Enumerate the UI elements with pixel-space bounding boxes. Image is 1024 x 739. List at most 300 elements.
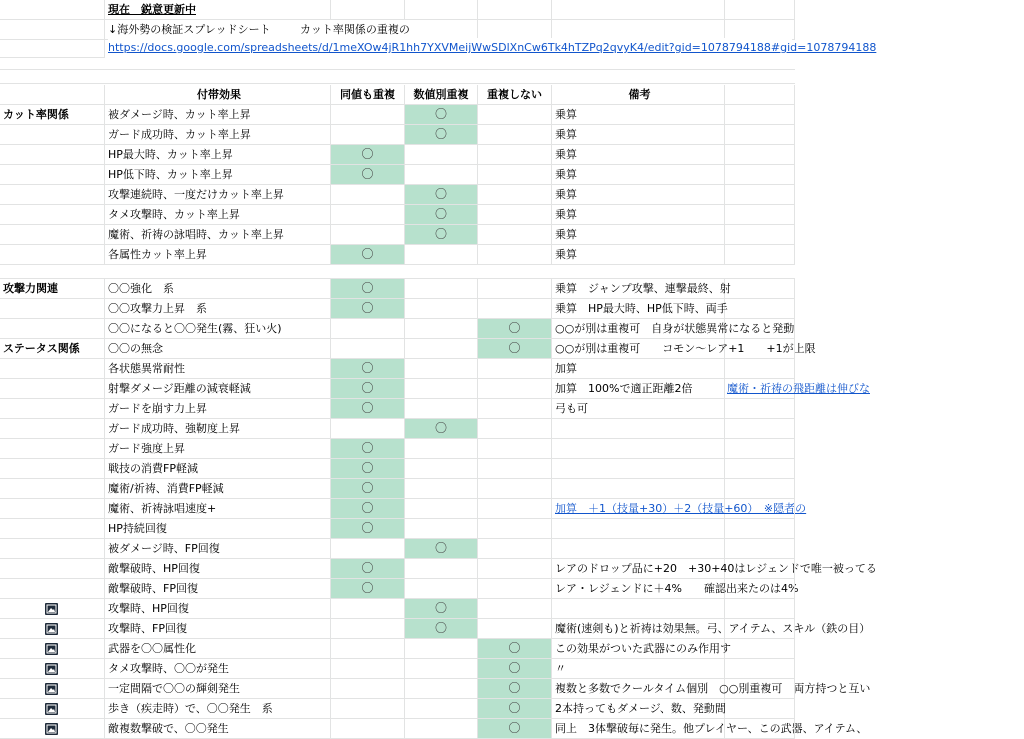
stack-none-cell[interactable] <box>478 399 552 419</box>
stack-diff-cell[interactable] <box>405 419 478 439</box>
remark-cell[interactable] <box>552 519 725 539</box>
stack-none-cell[interactable] <box>478 279 552 299</box>
remark-text: この効果がついた武器にのみ作用す <box>555 642 731 655</box>
stack-diff-cell[interactable] <box>405 379 478 399</box>
stack-same-cell[interactable] <box>331 319 405 339</box>
effect-cell[interactable]: 攻撃時、HP回復 <box>105 599 331 619</box>
stack-none-cell[interactable] <box>478 439 552 459</box>
stack-same-cell[interactable] <box>331 499 405 519</box>
stack-none-cell[interactable] <box>478 225 552 245</box>
remark-cell[interactable] <box>552 339 816 359</box>
remark-cell[interactable] <box>552 719 868 739</box>
remark-cell[interactable] <box>552 579 799 599</box>
stack-same-cell[interactable] <box>331 479 405 499</box>
stack-none-cell[interactable] <box>478 105 552 125</box>
stack-same-cell[interactable] <box>331 699 405 719</box>
stack-none-cell[interactable] <box>478 319 552 339</box>
table-row <box>0 145 795 165</box>
table-row <box>0 499 807 519</box>
table-row <box>0 419 795 439</box>
table-row <box>0 299 795 319</box>
table-row <box>0 339 816 359</box>
circle-mark: 〇 <box>361 401 374 415</box>
section-cell[interactable] <box>0 599 105 619</box>
section-cell[interactable] <box>0 459 105 479</box>
stack-diff-cell[interactable] <box>405 185 478 205</box>
effect-cell[interactable]: 歩き（疾走時）で、〇〇発生 系 <box>105 699 331 719</box>
remark-text: 弓も可 <box>555 402 588 415</box>
cell[interactable] <box>725 85 795 105</box>
cell[interactable] <box>725 719 795 739</box>
effect-cell[interactable]: タメ攻撃時、〇〇が発生 <box>105 659 331 679</box>
effect-cell[interactable]: タメ攻撃時、カット率上昇 <box>105 205 331 225</box>
effect-cell[interactable]: HP持続回復 <box>105 519 331 539</box>
stack-diff-cell[interactable] <box>405 359 478 379</box>
stack-same-cell[interactable] <box>331 519 405 539</box>
remark-cell[interactable] <box>552 559 877 579</box>
stack-none-cell[interactable] <box>478 539 552 559</box>
circle-mark: 〇 <box>361 561 374 575</box>
cell[interactable] <box>725 439 795 459</box>
image-icon[interactable] <box>45 603 58 615</box>
stack-none-cell[interactable] <box>478 619 552 639</box>
section-cell[interactable] <box>0 719 105 739</box>
cell[interactable] <box>725 619 795 639</box>
table-row <box>0 459 795 479</box>
remark-link[interactable]: 魔術・祈祷の飛距離は伸びな <box>727 382 870 395</box>
cell[interactable] <box>725 279 795 299</box>
stack-none-cell[interactable] <box>478 519 552 539</box>
section-label-cut[interactable]: カット率関係 <box>0 105 105 125</box>
image-icon[interactable] <box>45 663 58 675</box>
stack-diff-cell[interactable] <box>405 479 478 499</box>
section-cell[interactable] <box>0 359 105 379</box>
stack-none-cell[interactable] <box>478 185 552 205</box>
circle-mark: 〇 <box>361 461 374 475</box>
stack-same-cell[interactable] <box>331 105 405 125</box>
cell[interactable] <box>725 20 795 40</box>
cell[interactable] <box>725 105 795 125</box>
circle-mark: 〇 <box>508 661 521 675</box>
section-cell[interactable] <box>0 185 105 205</box>
stack-same-cell[interactable] <box>331 245 405 265</box>
stack-same-cell[interactable] <box>331 205 405 225</box>
cell[interactable] <box>725 659 795 679</box>
table-row <box>0 225 795 245</box>
note-text: ↓海外勢の検証スプレッドシート <box>108 23 271 36</box>
remark-cell[interactable] <box>552 205 725 225</box>
stack-same-cell[interactable] <box>331 459 405 479</box>
remark-cell[interactable] <box>552 125 725 145</box>
title-row <box>0 0 795 20</box>
header-remarks[interactable]: 備考 <box>552 85 725 105</box>
effect-cell[interactable]: 敵複数撃破で、〇〇発生 <box>105 719 331 739</box>
circle-mark: 〇 <box>434 421 447 435</box>
cell[interactable] <box>478 0 552 20</box>
remark-cell[interactable] <box>552 499 807 519</box>
effect-cell[interactable]: 射撃ダメージ距離の減衰軽減 <box>105 379 331 399</box>
effect-cell[interactable]: ガード成功時、カット率上昇 <box>105 125 331 145</box>
cell[interactable] <box>725 185 795 205</box>
effect-cell[interactable]: 敵撃破時、HP回復 <box>105 559 331 579</box>
stack-diff-cell[interactable] <box>405 519 478 539</box>
stack-same-cell[interactable] <box>331 359 405 379</box>
stack-none-cell[interactable] <box>478 659 552 679</box>
cell[interactable] <box>725 339 795 359</box>
remark-cell[interactable] <box>552 185 725 205</box>
remark-cell[interactable] <box>552 359 725 379</box>
stack-diff-cell[interactable] <box>405 145 478 165</box>
image-icon[interactable] <box>45 623 58 635</box>
effect-cell[interactable]: ガード成功時、強靭度上昇 <box>105 419 331 439</box>
stack-none-cell[interactable] <box>478 125 552 145</box>
cell[interactable] <box>725 499 795 519</box>
cell[interactable] <box>725 399 795 419</box>
section-label-status[interactable]: ステータス関係 <box>0 339 105 359</box>
stack-diff-cell[interactable] <box>405 339 478 359</box>
circle-mark: 〇 <box>508 681 521 695</box>
effect-cell[interactable]: 魔術、祈祷の詠唱時、カット率上昇 <box>105 225 331 245</box>
cell[interactable] <box>478 20 552 40</box>
effect-cell[interactable]: 戦技の消費FP軽減 <box>105 459 331 479</box>
stack-diff-cell[interactable] <box>405 539 478 559</box>
stack-diff-cell[interactable] <box>405 165 478 185</box>
circle-mark: 〇 <box>508 341 521 355</box>
stack-same-cell[interactable] <box>331 279 405 299</box>
stack-diff-cell[interactable] <box>405 559 478 579</box>
stack-none-cell[interactable] <box>478 499 552 519</box>
stack-none-cell[interactable] <box>478 339 552 359</box>
stack-diff-cell[interactable] <box>405 579 478 599</box>
table-row <box>0 105 795 125</box>
cell[interactable] <box>725 419 795 439</box>
section-cell[interactable] <box>0 479 105 499</box>
stack-diff-cell[interactable] <box>405 299 478 319</box>
image-icon[interactable] <box>45 683 58 695</box>
cell[interactable] <box>0 20 105 40</box>
effect-cell[interactable]: 各状態異常耐性 <box>105 359 331 379</box>
cell[interactable] <box>725 319 795 339</box>
cell[interactable] <box>725 599 795 619</box>
effect-cell[interactable]: 各属性カット率上昇 <box>105 245 331 265</box>
effect-cell[interactable]: 武器を〇〇属性化 <box>105 639 331 659</box>
table-row <box>0 279 795 299</box>
remark-text: 乗算 <box>555 228 577 241</box>
effect-cell[interactable]: 〇〇になると〇〇発生(霧、狂い火) <box>105 319 331 339</box>
circle-mark: 〇 <box>434 601 447 615</box>
circle-mark: 〇 <box>434 187 447 201</box>
stack-none-cell[interactable] <box>478 165 552 185</box>
sheet-title[interactable]: 現在 鋭意更新中 <box>105 0 331 20</box>
spreadsheet-link[interactable]: https://docs.google.com/spreadsheets/d/1meXOw4jR1hh7YXVMeijWwSDlXnCw6Tk4hTZPq2qvyK4/edit?gid=1078794188#gid=1078794188 <box>108 38 792 57</box>
remark-cell[interactable] <box>552 599 725 619</box>
effect-cell[interactable]: ガードを崩す力上昇 <box>105 399 331 419</box>
circle-mark: 〇 <box>434 227 447 241</box>
stack-diff-cell[interactable] <box>405 125 478 145</box>
remark-cell[interactable] <box>552 639 731 659</box>
section-cell[interactable] <box>0 699 105 719</box>
stack-diff-cell[interactable] <box>405 659 478 679</box>
stack-diff-cell[interactable] <box>405 639 478 659</box>
header-row <box>0 85 795 105</box>
header-no-stack[interactable]: 重複しない <box>478 85 552 105</box>
cell[interactable] <box>405 0 478 20</box>
remark-cell[interactable] <box>552 439 725 459</box>
section-cell[interactable] <box>0 245 105 265</box>
remark-cell[interactable] <box>552 399 725 419</box>
remark-cell[interactable] <box>552 225 725 245</box>
stack-same-cell[interactable] <box>331 599 405 619</box>
section-cell[interactable] <box>0 225 105 245</box>
remark-cell[interactable] <box>552 299 728 319</box>
circle-mark: 〇 <box>361 441 374 455</box>
stack-diff-cell[interactable] <box>405 719 478 739</box>
section-cell[interactable] <box>0 579 105 599</box>
cell[interactable] <box>552 0 725 20</box>
circle-mark: 〇 <box>434 207 447 221</box>
effect-cell[interactable]: 被ダメージ時、FP回復 <box>105 539 331 559</box>
section-label-attack[interactable]: 攻撃力関連 <box>0 279 105 299</box>
effect-cell[interactable]: 〇〇強化 系 <box>105 279 331 299</box>
circle-mark: 〇 <box>508 721 521 735</box>
cell[interactable] <box>725 559 795 579</box>
stack-none-cell[interactable] <box>478 599 552 619</box>
stack-none-cell[interactable] <box>478 639 552 659</box>
stack-diff-cell[interactable] <box>405 459 478 479</box>
section-cell[interactable] <box>0 319 105 339</box>
stack-same-cell[interactable] <box>331 125 405 145</box>
remark-cell[interactable] <box>552 319 795 339</box>
circle-mark: 〇 <box>361 481 374 495</box>
stack-none-cell[interactable] <box>478 419 552 439</box>
stack-diff-cell[interactable] <box>405 499 478 519</box>
remark-cell[interactable] <box>552 279 731 299</box>
stack-diff-cell[interactable] <box>405 399 478 419</box>
stack-diff-cell[interactable] <box>405 105 478 125</box>
circle-mark: 〇 <box>361 147 374 161</box>
stack-same-cell[interactable] <box>331 379 405 399</box>
cell[interactable] <box>552 20 725 40</box>
remark-text: 乗算 <box>555 108 577 121</box>
remark-cell[interactable] <box>552 459 725 479</box>
section-cell[interactable] <box>0 379 105 399</box>
stack-same-cell[interactable] <box>331 679 405 699</box>
section-cell[interactable] <box>0 559 105 579</box>
stack-none-cell[interactable] <box>478 679 552 699</box>
section-cell[interactable] <box>0 125 105 145</box>
effect-cell[interactable]: 攻撃連続時、一度だけカット率上昇 <box>105 185 331 205</box>
circle-mark: 〇 <box>361 501 374 515</box>
header-diff-value[interactable]: 数値別重複 <box>405 85 478 105</box>
stack-same-cell[interactable] <box>331 579 405 599</box>
stack-diff-cell[interactable] <box>405 619 478 639</box>
effect-cell[interactable]: 攻撃時、FP回復 <box>105 619 331 639</box>
cell[interactable] <box>725 459 795 479</box>
stack-diff-cell[interactable] <box>405 699 478 719</box>
cell[interactable] <box>725 205 795 225</box>
stack-none-cell[interactable] <box>478 559 552 579</box>
remark-cell[interactable] <box>552 145 725 165</box>
table-row <box>0 559 877 579</box>
stack-diff-cell[interactable] <box>405 245 478 265</box>
table-row <box>0 359 795 379</box>
stack-same-cell[interactable] <box>331 399 405 419</box>
remark-text[interactable]: 加算 ＋1（技量+30）＋2（技量+60） ※隠者の <box>555 502 807 515</box>
table-row <box>0 659 795 679</box>
stack-same-cell[interactable] <box>331 145 405 165</box>
cell[interactable] <box>725 299 795 319</box>
stack-diff-cell[interactable] <box>405 599 478 619</box>
table-row <box>0 205 795 225</box>
image-icon[interactable] <box>45 723 58 735</box>
effect-cell[interactable]: 〇〇攻撃力上昇 系 <box>105 299 331 319</box>
stack-same-cell[interactable] <box>331 619 405 639</box>
stack-same-cell[interactable] <box>331 165 405 185</box>
header-effect[interactable]: 付帯効果 <box>105 85 331 105</box>
stack-none-cell[interactable] <box>478 699 552 719</box>
remark-cell[interactable] <box>552 659 725 679</box>
link-row <box>0 38 877 58</box>
effect-cell[interactable]: 〇〇の無念 <box>105 339 331 359</box>
effect-cell[interactable]: 被ダメージ時、カット率上昇 <box>105 105 331 125</box>
stack-none-cell[interactable] <box>478 205 552 225</box>
stack-none-cell[interactable] <box>478 379 552 399</box>
stack-none-cell[interactable] <box>478 459 552 479</box>
cell[interactable] <box>725 0 795 20</box>
stack-same-cell[interactable] <box>331 439 405 459</box>
table-row <box>0 125 795 145</box>
section-cell[interactable] <box>0 165 105 185</box>
stack-same-cell[interactable] <box>331 539 405 559</box>
section-cell[interactable] <box>0 299 105 319</box>
remark-cell[interactable] <box>552 679 871 699</box>
section-cell[interactable] <box>0 205 105 225</box>
cell[interactable] <box>0 85 105 105</box>
remark-text: 加算 100%で適正距離2倍 <box>555 382 693 395</box>
stack-same-cell[interactable] <box>331 299 405 319</box>
section-cell[interactable] <box>0 659 105 679</box>
stack-none-cell[interactable] <box>478 579 552 599</box>
stack-same-cell[interactable] <box>331 185 405 205</box>
stack-same-cell[interactable] <box>331 659 405 679</box>
cell[interactable] <box>725 165 795 185</box>
cell[interactable] <box>725 145 795 165</box>
stack-none-cell[interactable] <box>478 145 552 165</box>
effect-cell[interactable]: 敵撃破時、FP回復 <box>105 579 331 599</box>
stack-same-cell[interactable] <box>331 339 405 359</box>
section-cell[interactable] <box>0 539 105 559</box>
circle-mark: 〇 <box>508 321 521 335</box>
stack-same-cell[interactable] <box>331 419 405 439</box>
effect-cell[interactable]: 一定間隔で〇〇の輝剣発生 <box>105 679 331 699</box>
header-same-value[interactable]: 同値も重複 <box>331 85 405 105</box>
remark-cell[interactable] <box>552 619 871 639</box>
section-cell[interactable] <box>0 519 105 539</box>
cell[interactable] <box>0 38 105 58</box>
empty-row <box>0 58 795 70</box>
stack-none-cell[interactable] <box>478 719 552 739</box>
stack-diff-cell[interactable] <box>405 225 478 245</box>
cell[interactable] <box>725 245 795 265</box>
stack-none-cell[interactable] <box>478 359 552 379</box>
circle-mark: 〇 <box>361 247 374 261</box>
remark-text: 加算 <box>555 362 577 375</box>
cell[interactable] <box>0 0 105 20</box>
remark-text: 〃 <box>555 662 566 675</box>
cell[interactable] <box>331 0 405 20</box>
remark-text: 同上 3体撃破毎に発生。他プレイヤー、この武器、アイテム、 <box>555 722 868 735</box>
image-icon[interactable] <box>45 703 58 715</box>
stack-diff-cell[interactable] <box>405 205 478 225</box>
section-cell[interactable] <box>0 639 105 659</box>
cell[interactable] <box>725 519 795 539</box>
circle-mark: 〇 <box>361 581 374 595</box>
section-cell[interactable] <box>0 679 105 699</box>
cell[interactable] <box>725 479 795 499</box>
section-cell[interactable] <box>0 145 105 165</box>
remark-cell[interactable] <box>552 419 725 439</box>
cell[interactable] <box>725 579 795 599</box>
section-cell[interactable] <box>0 399 105 419</box>
stack-same-cell[interactable] <box>331 225 405 245</box>
cell[interactable] <box>725 699 795 719</box>
cell[interactable] <box>725 225 795 245</box>
remark-text: 乗算 <box>555 168 577 181</box>
cell[interactable] <box>725 539 795 559</box>
empty-row <box>0 265 795 279</box>
effect-cell[interactable]: 魔術/祈祷、消費FP軽減 <box>105 479 331 499</box>
section-cell[interactable] <box>0 419 105 439</box>
cell[interactable] <box>725 679 795 699</box>
stack-none-cell[interactable] <box>478 245 552 265</box>
image-icon[interactable] <box>45 643 58 655</box>
remark-cell[interactable] <box>552 699 725 719</box>
remark-cell[interactable] <box>552 165 725 185</box>
stack-diff-cell[interactable] <box>405 439 478 459</box>
cell[interactable] <box>725 639 795 659</box>
stack-diff-cell[interactable] <box>405 279 478 299</box>
effect-cell[interactable]: ガード強度上昇 <box>105 439 331 459</box>
table-row <box>0 165 795 185</box>
stack-same-cell[interactable] <box>331 639 405 659</box>
stack-same-cell[interactable] <box>331 719 405 739</box>
remark-cell[interactable] <box>552 245 725 265</box>
table-row <box>0 619 871 639</box>
table-row <box>0 479 795 499</box>
stack-same-cell[interactable] <box>331 559 405 579</box>
section-cell[interactable] <box>0 619 105 639</box>
cell[interactable] <box>725 125 795 145</box>
table-row <box>0 319 795 339</box>
remark-cell[interactable] <box>552 479 725 499</box>
section-cell[interactable] <box>0 499 105 519</box>
stack-diff-cell[interactable] <box>405 679 478 699</box>
stack-none-cell[interactable] <box>478 479 552 499</box>
remark-text: 乗算 ジャンプ攻撃、連撃最終、射 <box>555 282 731 295</box>
table-row <box>0 719 868 739</box>
cell[interactable] <box>725 359 795 379</box>
effect-cell[interactable]: 魔術、祈祷詠唱速度+ <box>105 499 331 519</box>
effect-cell[interactable]: HP最大時、カット率上昇 <box>105 145 331 165</box>
stack-none-cell[interactable] <box>478 299 552 319</box>
remark-cell[interactable] <box>552 105 725 125</box>
section-cell[interactable] <box>0 439 105 459</box>
remark-text: 乗算 HP最大時、HP低下時、両手 <box>555 302 728 315</box>
remark-cell[interactable] <box>552 379 725 399</box>
effect-cell[interactable]: HP低下時、カット率上昇 <box>105 165 331 185</box>
remark-cell[interactable] <box>552 539 725 559</box>
stack-diff-cell[interactable] <box>405 319 478 339</box>
